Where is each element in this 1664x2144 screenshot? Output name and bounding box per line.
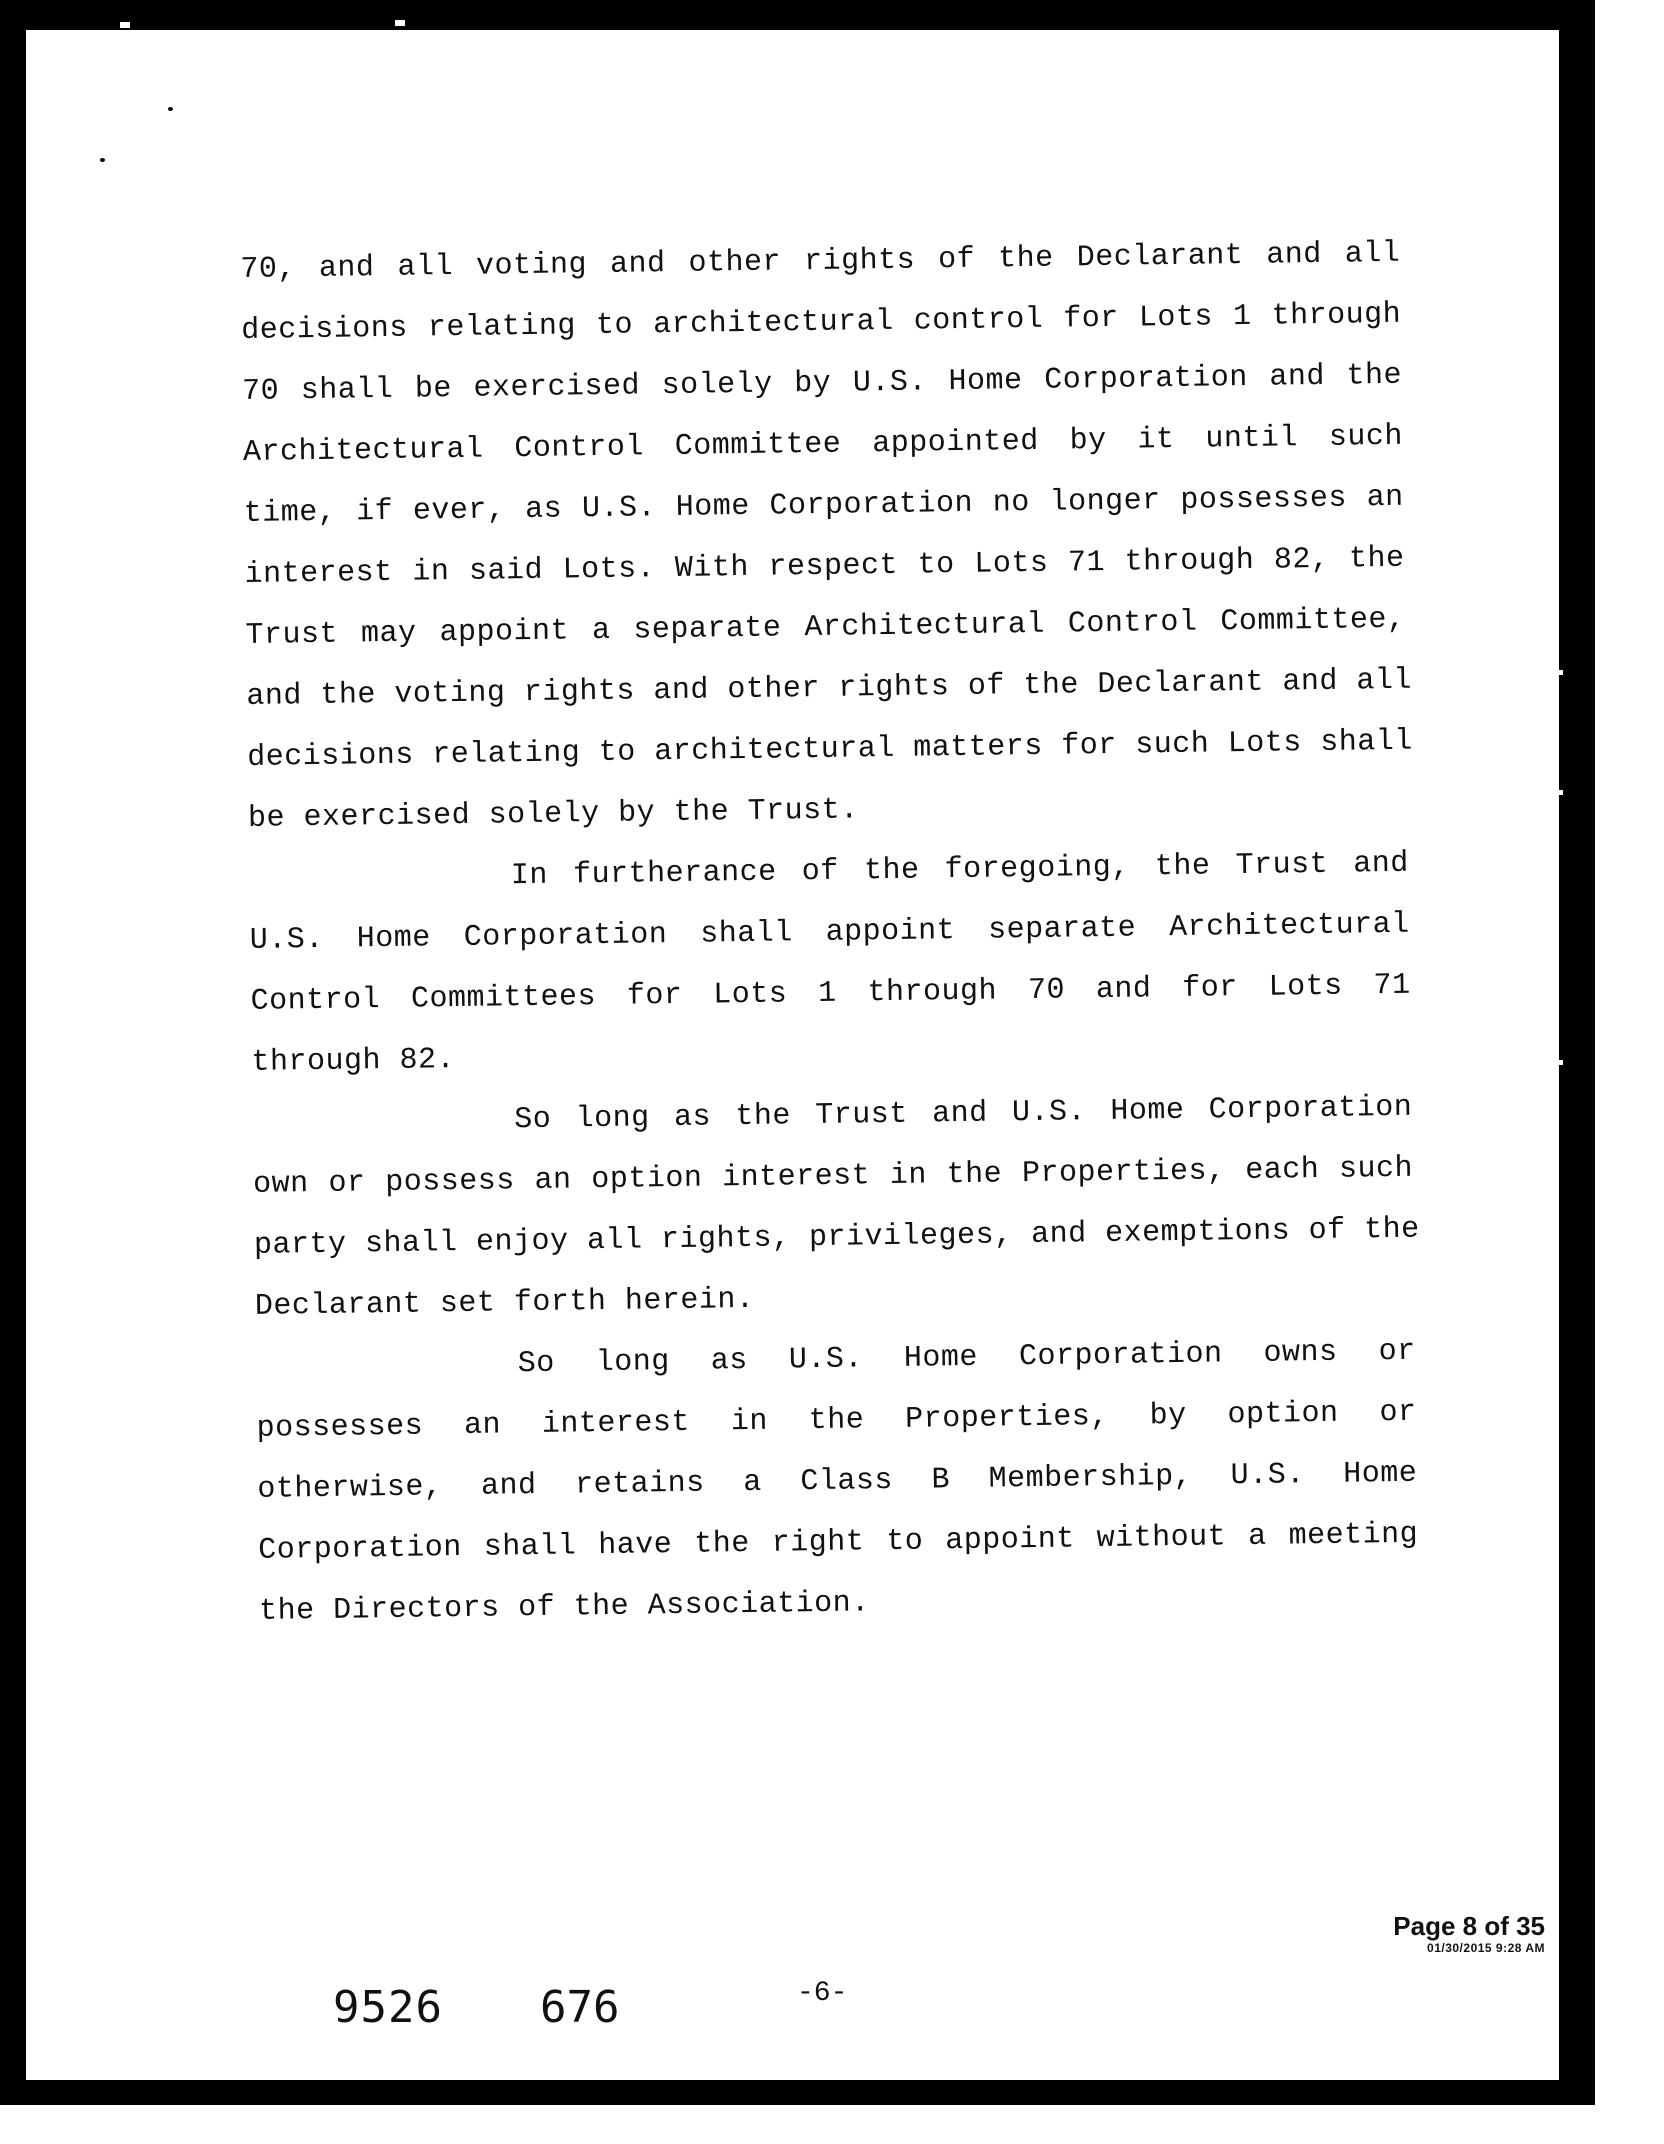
- text-line: be exercised solely by the Trust.: [247, 793, 859, 836]
- text-line: through 82.: [251, 1043, 456, 1080]
- text-line: Trust may appoint a separate Architectural Control Committee,: [245, 602, 1406, 653]
- text-line: Declarant set forth herein.: [254, 1282, 755, 1324]
- text-line: U.S. Home Corporation shall appoint separate Architectural: [249, 907, 1410, 958]
- folio-number: -6-: [797, 1978, 848, 2009]
- text-line: decisions relating to architectural control for Lots 1 through: [241, 297, 1402, 348]
- text-line: party shall enjoy all rights, privileges, and exemptions of the: [253, 1212, 1420, 1263]
- text-line: 70, and all voting and other rights of the Declarant and all: [240, 236, 1401, 287]
- scan-edge-mark: [1555, 670, 1563, 675]
- text-line: Architectural Control Committee appointed by it until such: [242, 419, 1404, 470]
- text-line: In furtherance of the foregoing, the Trust and: [510, 846, 1410, 894]
- text-line: time, if ever, as U.S. Home Corporation no longer possesses an: [243, 480, 1404, 531]
- text-line: interest in said Lots. With respect to Lots 71 through 82, the: [244, 541, 1405, 592]
- scan-edge-mark: [1555, 1060, 1563, 1065]
- paragraph-3: [252, 1078, 1420, 1338]
- text-line: decisions relating to architectural matters for such Lots shall: [246, 724, 1414, 775]
- text-line: and the voting rights and other rights of the Declarant and all: [246, 663, 1413, 714]
- text-line: otherwise, and retains a Class B Membership, U.S. Home: [257, 1456, 1418, 1507]
- paragraph-2: [249, 834, 1412, 1094]
- text-line: Control Committees for Lots 1 through 70 and for Lots 71: [250, 968, 1411, 1019]
- text-line: the Directors of the Association.: [258, 1586, 870, 1629]
- document-body: [240, 224, 1419, 1643]
- paragraph-4: [255, 1322, 1419, 1643]
- book-page-number: 676: [540, 1982, 620, 2033]
- text-line: So long as U.S. Home Corporation owns or: [517, 1334, 1416, 1382]
- timestamp: 01/30/2015 9:28 AM: [1427, 1941, 1545, 1955]
- paragraph-1: [240, 224, 1414, 850]
- text-line: possesses an interest in the Properties, by option or: [256, 1395, 1417, 1446]
- scan-speck: [100, 158, 105, 162]
- page-counter: Page 8 of 35: [1393, 1911, 1545, 1941]
- book-number: 9526: [333, 1982, 443, 2033]
- page-stamp: [1393, 1911, 1545, 1955]
- scan-edge-mark: [395, 20, 405, 26]
- text-line: own or possess an option interest in the Properties, each such: [252, 1151, 1414, 1202]
- scan-edge-mark: [1555, 790, 1563, 795]
- text-line: Corporation shall have the right to appoint without a meeting: [258, 1517, 1419, 1568]
- text-line: 70 shall be exercised solely by U.S. Home Corporation and the: [241, 358, 1403, 409]
- scan-edge-mark: [120, 22, 130, 28]
- text-line: So long as the Trust and U.S. Home Corporation: [514, 1090, 1413, 1138]
- scan-speck: [168, 107, 173, 111]
